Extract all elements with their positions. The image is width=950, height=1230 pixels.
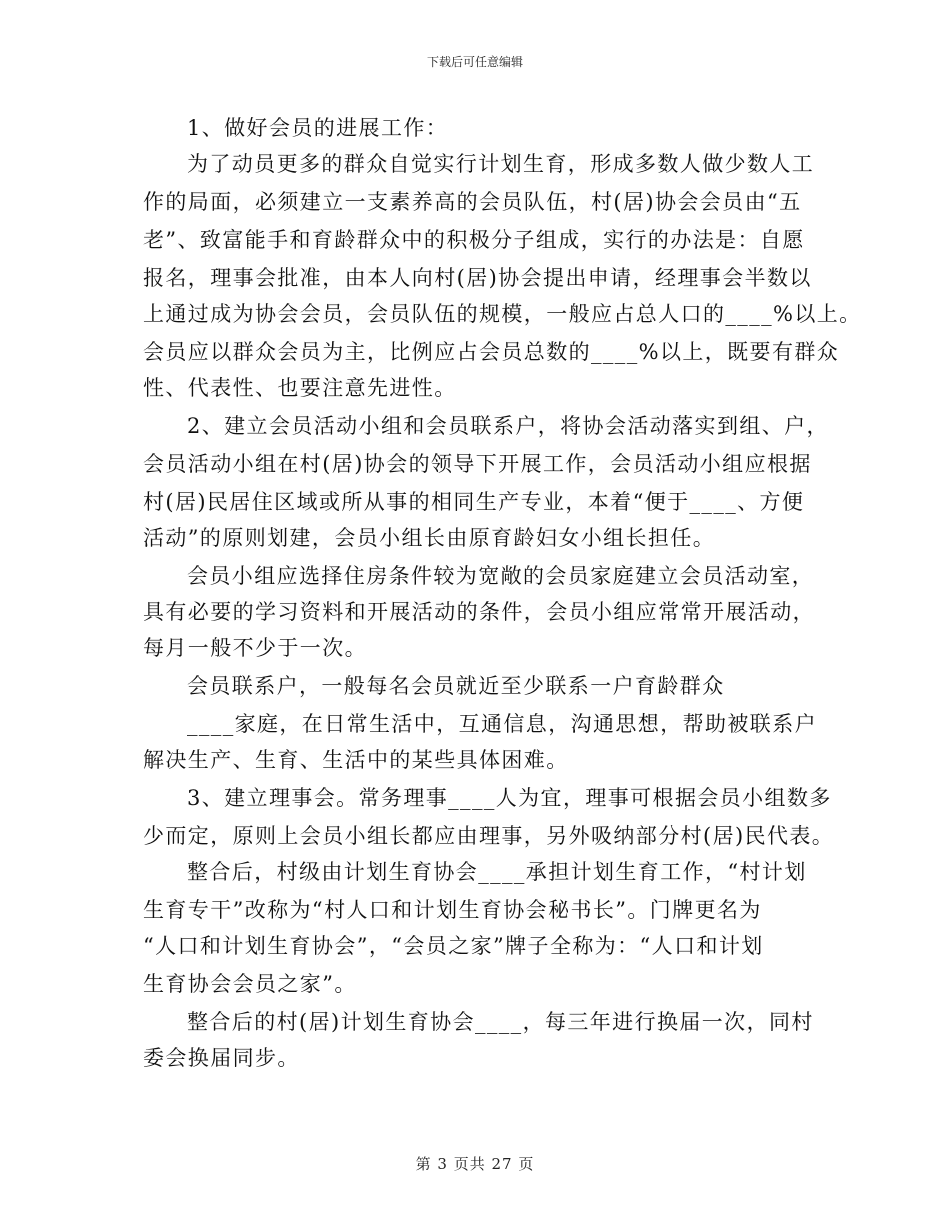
section-heading-1: 1、做好会员的进展工作： <box>187 116 449 140</box>
paragraph-line: 解决生产、生育、生活中的某些具体困难。 <box>143 748 569 772</box>
paragraph-line: 会员联系户，一般每名会员就近至少联系一户育龄群众 <box>187 674 725 698</box>
paragraph-line: 报名，理事会批准，由本人向村(居)协会提出申请，经理事会半数以 <box>143 266 812 290</box>
paragraph-line: 老”、致富能手和育龄群众中的积极分子组成，实行的办法是：自愿 <box>143 228 805 252</box>
paragraph-line: 每月一般不少于一次。 <box>143 636 367 660</box>
paragraph-line: 会员小组应选择住房条件较为宽敞的会员家庭建立会员活动室， <box>187 564 815 588</box>
paragraph-line: 生育协会会员之家”。 <box>143 972 357 996</box>
paragraph-line: ____家庭，在日常生活中，互通信息，沟通思想，帮助被联系户 <box>187 712 817 736</box>
paragraph-line: 少而定，原则上会员小组长都应由理事，另外吸纳部分村(居)民代表。 <box>143 824 835 848</box>
section-heading-3: 3、建立理事会。常务理事____人为宜，理事可根据会员小组数多 <box>187 786 832 810</box>
page-number: 第 3 页共 27 页 <box>415 1155 535 1173</box>
paragraph-line: 性、代表性、也要注意先进性。 <box>143 376 457 400</box>
paragraph-line: 会员活动小组在村(居)协会的领导下开展工作，会员活动小组应根据 <box>143 452 812 476</box>
paragraph-line: 为了动员更多的群众自觉实行计划生育，形成多数人做少数人工 <box>187 152 815 176</box>
paragraph-line: 活动”的原则划建，会员小组长由原育龄妇女小组长担任。 <box>143 526 716 550</box>
paragraph-line: 整合后，村级由计划生育协会____承担计划生育工作，“村计划 <box>187 860 807 884</box>
paragraph-line: 作的局面，必须建立一支素养高的会员队伍，村(居)协会会员由“五 <box>143 190 802 214</box>
page-header-note: 下载后可任意编辑 <box>426 55 523 69</box>
paragraph-line: 委会换届同步。 <box>143 1046 300 1070</box>
paragraph-line: 会员应以群众会员为主，比例应占会员总数的____%以上，既要有群众 <box>143 340 840 364</box>
paragraph-line: 具有必要的学习资料和开展活动的条件，会员小组应常常开展活动， <box>143 600 815 624</box>
paragraph-line: 整合后的村(居)计划生育协会____，每三年进行换届一次，同村 <box>187 1010 814 1034</box>
paragraph-line: 生育专干”改称为“村人口和计划生育协会秘书长”。门牌更名为 <box>143 898 762 922</box>
paragraph-line: 村(居)民居住区域或所从事的相同生产专业，本着“便于____、方便 <box>143 490 805 514</box>
section-heading-2: 2、建立会员活动小组和会员联系户，将协会活动落实到组、户， <box>187 414 829 438</box>
paragraph-line: 上通过成为协会会员，会员队伍的规模，一般应占总人口的____%以上。 <box>143 302 862 326</box>
paragraph-line: “人口和计划生育协会”，“会员之家”牌子全称为：“人口和计划 <box>143 934 764 958</box>
